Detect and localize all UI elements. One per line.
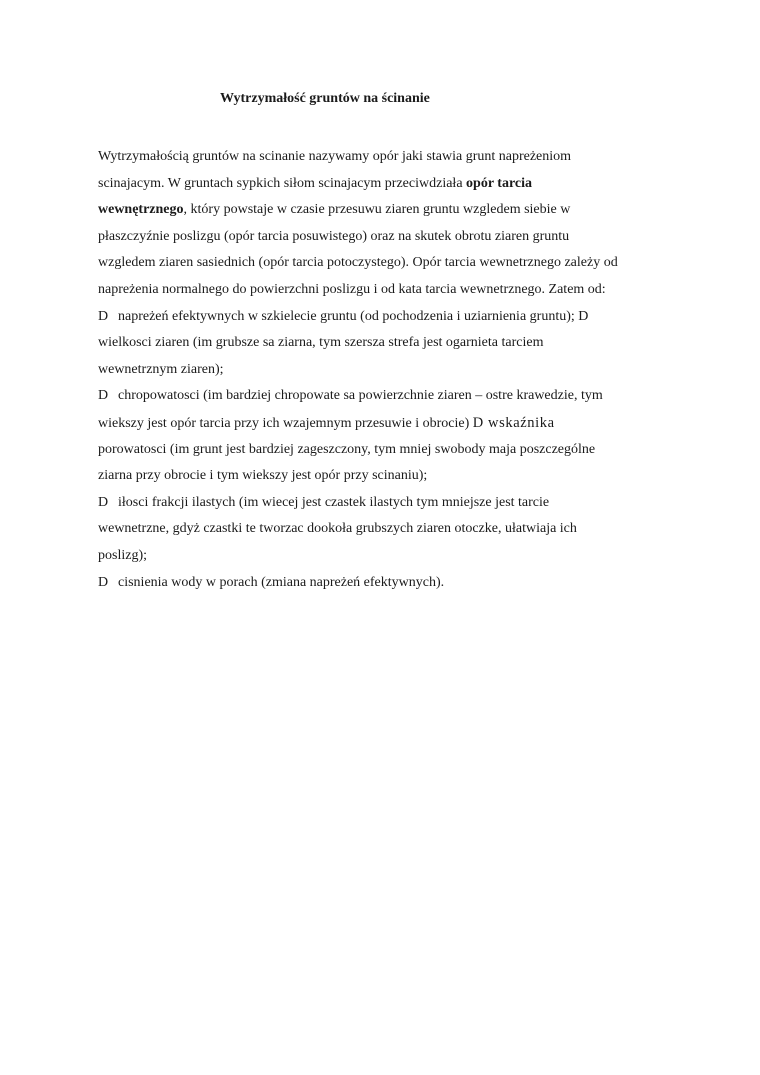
bullet-line (98, 304, 678, 331)
text-run: napreżenia normalnego do powierzchni poslizgu i od kata tarcia wewnetrznego. Zatem od: (98, 281, 606, 297)
text-run: wiekszy jest opór tarcia przy ich wzajemnym przesuwie i obrocie) (98, 415, 473, 431)
text-run: wielkosci ziaren (im grubsze sa ziarna, tym szersza strefa jest ogarnieta tarciem (98, 335, 544, 351)
text-line (98, 463, 678, 490)
text-run: cisnienia wody w porach (zmiana napreżeń efektywnych). (118, 574, 445, 590)
text-run: scinajacym. W gruntach sypkich siłom scinajacym przeciwdziała (98, 175, 467, 191)
text-line (98, 224, 678, 251)
text-run: ziarna przy obrocie i tym wiekszy jest opór przy scinaniu); (98, 468, 428, 484)
text-run: porowatosci (im grunt jest bardziej zageszczony, tym mniej swobody maja poszczególne (98, 441, 596, 457)
text-line (98, 277, 678, 304)
text-run: chropowatosci (im bardziej chropowate sa powierzchnie ziaren – ostre krawedzie, tym (118, 388, 603, 404)
text-line (98, 171, 678, 198)
text-run: wewnetrzne, gdyż czastki te tworzac dookoła grubszych ziaren otoczke, ułatwiaja ich (98, 521, 577, 537)
bullet-marker: D (98, 574, 109, 590)
text-line (98, 543, 678, 570)
bold-text-run: wewnętrznego (98, 202, 184, 218)
bullet-line (98, 570, 678, 597)
text-run: Wytrzymałością gruntów na scinanie nazywamy opór jaki stawia grunt napreżeniom (98, 149, 572, 164)
text-line (98, 437, 678, 464)
text-run: napreżeń efektywnych w szkielecie gruntu (od pochodzenia i uziarnienia gruntu); D (118, 308, 589, 324)
text-run: iłosci frakcji ilastych (im wiecej jest czastek ilastych tym mniejsze jest tarcie (118, 494, 550, 510)
text-run: wzgledem ziaren sasiednich (opór tarcia potoczystego). Opór tarcia wewnetrznego zależy od (98, 255, 618, 271)
bold-text-run: opór tarcia (466, 175, 533, 191)
text-run: poslizg); (98, 547, 147, 563)
text-line (98, 250, 678, 277)
text-line (98, 144, 678, 171)
text-run: wewnetrznym ziaren); (98, 361, 224, 377)
text-run: , który powstaje w czasie przesuwu ziaren gruntu wzgledem siebie w (183, 202, 571, 218)
document-body (98, 144, 678, 596)
text-run: płaszczyźnie poslizgu (opór tarcia posuwistego) oraz na skutek obrotu ziaren gruntu (98, 228, 570, 244)
text-line (98, 357, 678, 384)
bullet-marker: D (98, 388, 109, 404)
bullet-line (98, 490, 678, 517)
text-line (98, 516, 678, 543)
bullet-line (98, 383, 678, 410)
bullet-marker: D (98, 494, 109, 510)
text-line (98, 197, 678, 224)
text-line (98, 410, 678, 437)
text-line (98, 330, 678, 357)
bullet-marker: D (98, 308, 109, 324)
text-run: D wskaźnika (472, 414, 555, 431)
document-title: Wytrzymałość gruntów na ścinanie (220, 91, 430, 106)
